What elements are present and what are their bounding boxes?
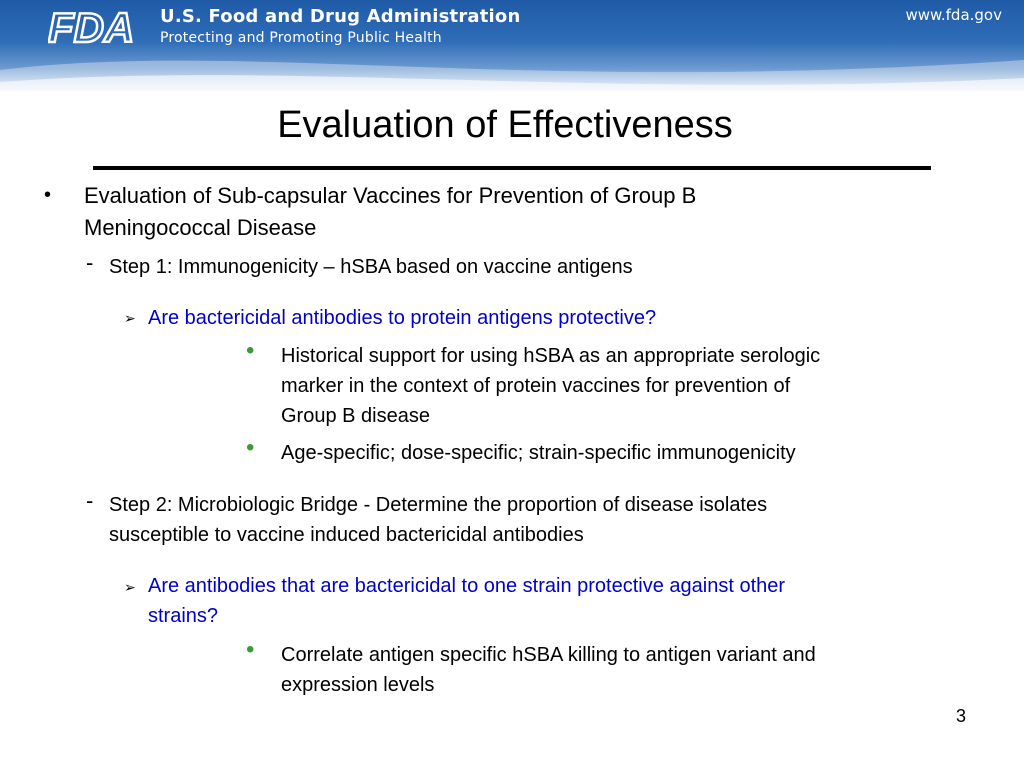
step2-line2: susceptible to vaccine induced bactericidal antibodies	[109, 524, 584, 546]
website-link[interactable]: www.fda.gov	[905, 6, 1002, 24]
sub1-line2: marker in the context of protein vaccines for prevention of	[281, 375, 791, 397]
sub3-line1: Correlate antigen specific hSBA killing to antigen variant and	[281, 644, 816, 666]
bullet-dot: •	[44, 184, 52, 206]
sub1-line3: Group B disease	[281, 405, 430, 427]
agency-name: U.S. Food and Drug Administration	[160, 6, 521, 27]
question1-text: Are bactericidal antibodies to protein antigens protective?	[148, 307, 657, 329]
arrow-bullet-icon: ➢	[124, 310, 136, 326]
question2-line2: strains?	[148, 605, 219, 627]
sub1-line1: Historical support for using hSBA as an appropriate serologic	[281, 345, 821, 367]
green-bullet-dot: •	[246, 337, 255, 364]
green-bullet-dot: •	[246, 434, 255, 461]
sub3-line2: expression levels	[281, 674, 435, 696]
agency-tagline: Protecting and Promoting Public Health	[160, 30, 442, 46]
dash-marker: -	[86, 488, 94, 513]
step1-text: Step 1: Immunogenicity – hSBA based on vaccine antigens	[109, 256, 633, 278]
green-bullet-dot: •	[246, 636, 255, 663]
arrow-bullet-icon: ➢	[124, 579, 136, 595]
bullet1-line1: Evaluation of Sub-capsular Vaccines for Prevention of Group B	[84, 183, 697, 208]
sub2-text: Age-specific; dose-specific; strain-specific immunogenicity	[281, 442, 796, 464]
bullet1-line2: Meningococcal Disease	[84, 215, 317, 240]
svg-text:FDA: FDA	[48, 4, 135, 48]
step2-line1: Step 2: Microbiologic Bridge - Determine the proportion of disease isolates	[109, 494, 768, 516]
page-number: 3	[955, 706, 966, 726]
question2-line1: Are antibodies that are bactericidal to one strain protective against other	[148, 575, 786, 597]
dash-marker: -	[86, 250, 94, 275]
slide-title: Evaluation of Effectiveness	[277, 104, 733, 146]
